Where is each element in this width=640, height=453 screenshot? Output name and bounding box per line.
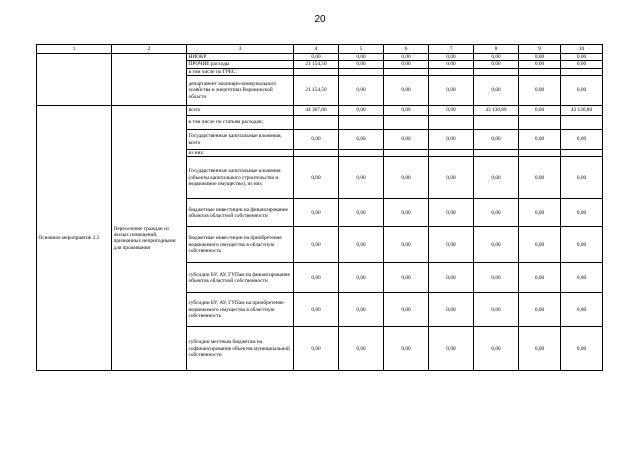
value-cell: 0,00 (429, 327, 474, 371)
value-cell: 0,00 (384, 106, 429, 116)
value-cell (429, 150, 474, 157)
value-cell: 0,00 (519, 61, 561, 68)
value-cell: 0,00 (474, 293, 519, 327)
value-cell: 0,00 (429, 293, 474, 327)
value-cell: 0,00 (384, 54, 429, 61)
value-cell: 0,00 (339, 130, 384, 150)
column-number-header: 4 (294, 45, 339, 54)
value-cell: 0,00 (339, 293, 384, 327)
row-label: НИОКР (187, 54, 294, 61)
value-cell: 0,00 (561, 327, 603, 371)
value-cell: 0,00 (339, 227, 384, 263)
value-cell: 0,00 (339, 199, 384, 227)
value-cell: 0,00 (474, 327, 519, 371)
column-number-header: 3 (187, 45, 294, 54)
row-label: всего (187, 106, 294, 116)
value-cell: 0,00 (294, 199, 339, 227)
column-number-header: 1 (37, 45, 112, 54)
value-cell: 0,00 (429, 54, 474, 61)
value-cell: 0,00 (474, 76, 519, 106)
value-cell: 0,00 (561, 227, 603, 263)
column-number-header: 6 (384, 45, 429, 54)
value-cell: 0,00 (384, 293, 429, 327)
value-cell: 0,00 (519, 227, 561, 263)
value-cell: 0,00 (294, 54, 339, 61)
value-cell: 0,00 (474, 227, 519, 263)
value-cell: 0,00 (294, 157, 339, 199)
value-cell: 0,00 (429, 263, 474, 293)
column-number-header: 8 (474, 45, 519, 54)
value-cell: 0,00 (561, 263, 603, 293)
value-cell: 0,00 (294, 263, 339, 293)
value-cell: 0,00 (519, 130, 561, 150)
value-cell: 0,00 (519, 293, 561, 327)
value-cell (519, 68, 561, 75)
activity-title: Переселение граждан из жилых помещений, признанных непригодными для проживания (112, 106, 187, 371)
value-cell: 0,00 (339, 61, 384, 68)
value-cell: 0,00 (429, 106, 474, 116)
row-label: в том числе по ГРБС: (187, 68, 294, 75)
value-cell: 0,00 (429, 199, 474, 227)
value-cell (519, 150, 561, 157)
value-cell: 0,00 (474, 263, 519, 293)
value-cell: 0,00 (384, 157, 429, 199)
value-cell: 43 130,80 (474, 106, 519, 116)
value-cell: 21 154,50 (294, 76, 339, 106)
value-cell: 0,00 (429, 157, 474, 199)
row-label: в том числе по статьям расходов: (187, 116, 294, 130)
value-cell: 0,00 (519, 199, 561, 227)
row-label: субсидии БУ, АУ, ГУПам на финансирование объектов областной собственности (187, 263, 294, 293)
value-cell: 0,00 (474, 157, 519, 199)
value-cell: 0,00 (474, 130, 519, 150)
value-cell: 0,00 (294, 227, 339, 263)
value-cell: 0,00 (339, 157, 384, 199)
value-cell: 0,00 (294, 130, 339, 150)
value-cell (339, 150, 384, 157)
value-cell (474, 68, 519, 75)
value-cell: 0,00 (474, 61, 519, 68)
value-cell (474, 150, 519, 157)
value-cell (339, 116, 384, 130)
value-cell: 0,00 (339, 327, 384, 371)
value-cell (561, 68, 603, 75)
value-cell: 0,00 (561, 293, 603, 327)
value-cell (429, 68, 474, 75)
value-cell: 0,00 (519, 54, 561, 61)
row-label: субсидии БУ, АУ, ГУПам на приобретение недвижимого имущества в областную собственность (187, 293, 294, 327)
value-cell: 0,00 (519, 157, 561, 199)
value-cell: 0,00 (519, 263, 561, 293)
value-cell: 0,00 (384, 76, 429, 106)
page-number: 20 (314, 14, 326, 25)
value-cell: 0,00 (294, 327, 339, 371)
value-cell: 0,00 (429, 61, 474, 68)
value-cell: 0,00 (384, 130, 429, 150)
value-cell (519, 116, 561, 130)
value-cell: 0,00 (339, 263, 384, 293)
row-label: из них: (187, 150, 294, 157)
value-cell: 0,00 (474, 199, 519, 227)
value-cell: 0,00 (339, 76, 384, 106)
value-cell: 0,00 (519, 327, 561, 371)
value-cell: 0,00 (294, 293, 339, 327)
column-number-row (37, 45, 603, 54)
row-label: департамент жилищно-коммунального хозяйства и энергетики Воронежской области (187, 76, 294, 106)
value-cell: 43 130,80 (561, 106, 603, 116)
column-number-header: 9 (519, 45, 561, 54)
value-cell (474, 116, 519, 130)
value-cell: 0,00 (519, 106, 561, 116)
empty-cell (37, 54, 112, 106)
value-cell (339, 68, 384, 75)
row-label: субсидии местным бюджетам на софинансирование объектов муниципальной собственности (187, 327, 294, 371)
value-cell: 0,00 (384, 327, 429, 371)
row-label: бюджетные инвестиции на финансирование объектов областной собственности (187, 199, 294, 227)
value-cell: 0,00 (429, 76, 474, 106)
value-cell: 0,00 (429, 227, 474, 263)
value-cell: 0,00 (339, 54, 384, 61)
activity-code: Основное мероприятие 2.3 (37, 106, 112, 371)
value-cell: 0,00 (519, 76, 561, 106)
column-number-header: 7 (429, 45, 474, 54)
value-cell (561, 150, 603, 157)
table-row (37, 54, 603, 61)
value-cell: 44 367,00 (294, 106, 339, 116)
value-cell (294, 116, 339, 130)
value-cell: 0,00 (339, 106, 384, 116)
value-cell: 0,00 (561, 61, 603, 68)
row-label: ПРОЧИЕ расходы (187, 61, 294, 68)
value-cell (384, 150, 429, 157)
empty-cell (112, 54, 187, 106)
value-cell: 0,00 (384, 61, 429, 68)
value-cell (384, 68, 429, 75)
value-cell (294, 150, 339, 157)
value-cell (294, 68, 339, 75)
row-label: Государственные капитальные вложения (объекты капитального строительства и недвижимое имущество), из них (187, 157, 294, 199)
budget-table (36, 44, 603, 371)
column-number-header: 10 (561, 45, 603, 54)
row-label: Государственные капитальные вложения, всего (187, 130, 294, 150)
value-cell: 0,00 (561, 157, 603, 199)
row-label: бюджетные инвестиции на приобретение недвижимого имущества в областную собственность (187, 227, 294, 263)
value-cell (561, 116, 603, 130)
column-number-header: 2 (112, 45, 187, 54)
value-cell: 0,00 (561, 76, 603, 106)
value-cell (384, 116, 429, 130)
value-cell: 0,00 (384, 227, 429, 263)
value-cell: 0,00 (384, 199, 429, 227)
value-cell: 0,00 (474, 54, 519, 61)
value-cell: 0,00 (561, 199, 603, 227)
value-cell: 21 154,50 (294, 61, 339, 68)
value-cell (429, 116, 474, 130)
table-row (37, 106, 603, 116)
value-cell: 0,00 (384, 263, 429, 293)
value-cell: 0,00 (429, 130, 474, 150)
value-cell: 0,00 (561, 130, 603, 150)
value-cell: 0,00 (561, 54, 603, 61)
column-number-header: 5 (339, 45, 384, 54)
